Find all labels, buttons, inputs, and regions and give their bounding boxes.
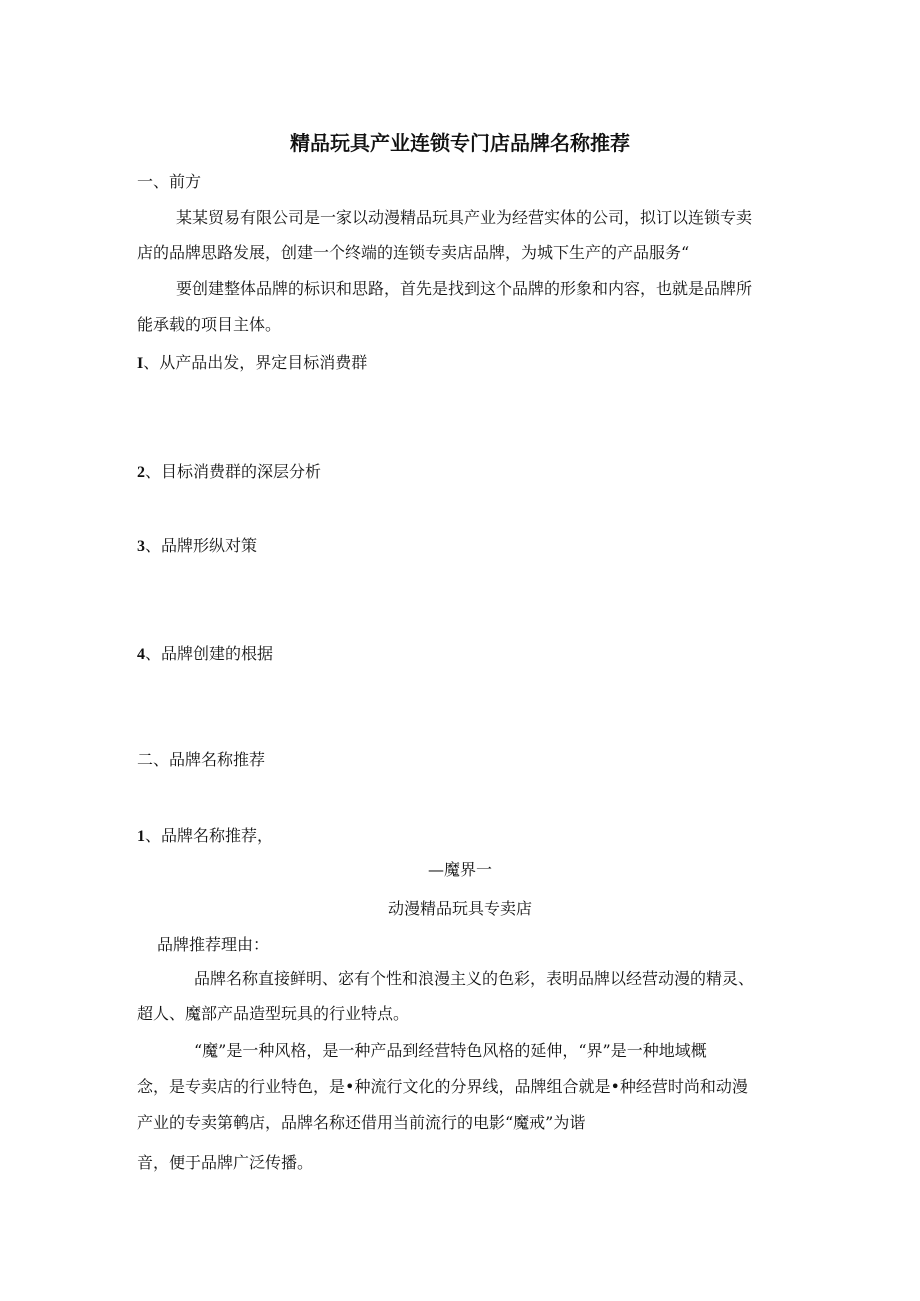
list-item — [137, 353, 367, 374]
page-title: 精品玩具产业连锁专门店品牌名称推荐 — [290, 131, 630, 155]
intro-paragraph-2-line-2: 能承载的项目主体。 — [137, 315, 282, 334]
intro-paragraph-1-line-1: 某某贸易有限公司是一家以动漫精品玩具产业为经营实体的公司，拟订以连锁专卖 — [176, 208, 753, 227]
reason-paragraph-2-line-2: 念，是专卖店的行业特色，是•种流行文化的分界线，品牌组合就是•种经营时尚和动漫 — [137, 1077, 748, 1096]
intro-paragraph-2-line-1: 要创建整体品牌的标识和思路，首先是找到这个品牌的形象和内容，也就是品牌所 — [176, 279, 753, 298]
list-item-text: 、品牌创建的根据 — [145, 644, 274, 663]
intro-paragraph-1-line-2: 店的品牌思路发展，创建一个终端的连锁专卖店品牌，为城下生产的产品服务“ — [137, 243, 690, 262]
subsection-text: 、品牌名称推荐， — [145, 826, 274, 845]
reason-label: 品牌推荐理由： — [157, 935, 270, 954]
brand-name: —魔界一 — [427, 860, 492, 879]
reason-paragraph-2-line-3: 产业的专卖第鹌店，品牌名称还借用当前流行的电影“魔戒”为谐 — [137, 1113, 586, 1132]
list-item-text: 、目标消费群的深层分析 — [145, 462, 322, 481]
subsection-number: 1 — [137, 828, 145, 845]
brand-subtitle: 动漫精品玩具专卖店 — [387, 899, 532, 918]
list-item-text: 、从产品出发，界定目标消费群 — [143, 353, 368, 372]
section-heading-brand-names: 二、品牌名称推荐 — [137, 750, 266, 769]
section-heading-preface: 一、前方 — [137, 172, 202, 191]
list-item-number: I — [137, 355, 144, 372]
reason-paragraph-2-line-4: 音，便于品牌广泛传播。 — [137, 1153, 314, 1172]
list-item — [137, 536, 257, 557]
list-item-text: 、品牌形纵对策 — [145, 536, 258, 555]
reason-paragraph-1-line-2: 超人、魔部产品造型玩具的行业特点。 — [137, 1004, 410, 1023]
reason-paragraph-1-line-1: 品牌名称直接鲜明、宓有个性和浪漫主义的色彩，表明品牌以经营动漫的精灵、 — [194, 969, 755, 988]
list-item — [137, 644, 273, 665]
reason-paragraph-2-line-1: “魔”是一种风格，是一种产品到经营特色风格的延伸，“界”是一种地域概 — [194, 1041, 707, 1060]
list-item-number: 2 — [137, 464, 145, 481]
list-item — [137, 462, 321, 483]
list-item-number: 4 — [137, 646, 145, 663]
subsection-heading — [137, 826, 273, 847]
list-item-number: 3 — [137, 538, 145, 555]
